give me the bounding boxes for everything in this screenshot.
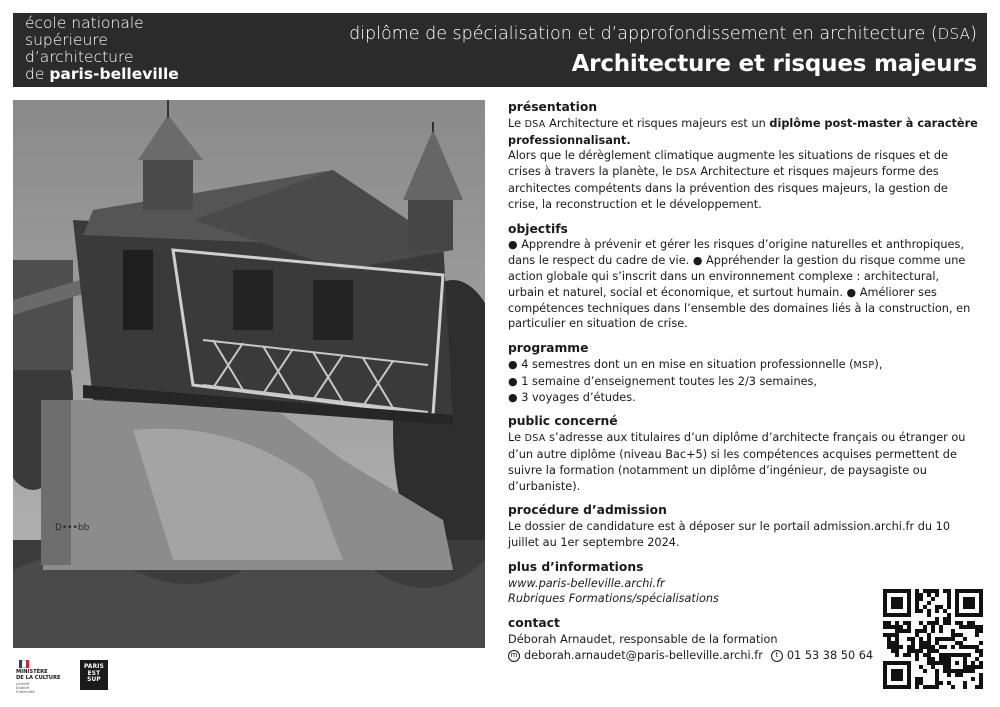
msp-abbr: MSP	[853, 359, 875, 371]
section-public	[508, 414, 978, 494]
public-paragraph	[508, 430, 978, 494]
program-subtitle	[349, 24, 977, 44]
french-flag-icon	[19, 660, 29, 668]
pes-line-3: SUP	[87, 677, 101, 684]
paris-est-sup-logo	[80, 660, 108, 690]
programme-item-2	[508, 374, 978, 390]
wall-graffiti: D•••bb	[55, 523, 90, 533]
website-path: Rubriques Formations/spécialisations	[508, 592, 719, 606]
school-name-line-1: école nationale	[25, 14, 144, 32]
presentation-p2-text-b: Architecture et risques majeurs forme des architectes compétents dans la prévention des risques majeurs, la gestion de crise, la reconstruction et le développement.	[508, 165, 948, 211]
program-title: Architecture et risques majeurs	[571, 51, 977, 77]
section-title-infos: plus d’informations	[508, 559, 644, 574]
presentation-paragraph-2	[508, 148, 978, 212]
school-name-line-3: d’architecture	[25, 48, 134, 66]
bullet-icon: ●	[508, 238, 518, 252]
presentation-paragraph-1	[508, 116, 978, 149]
section-title-public: public concerné	[508, 414, 618, 429]
dsa-abbr: DSA	[675, 167, 697, 179]
content-column	[508, 100, 978, 673]
dsa-abbr: DSA	[524, 433, 546, 445]
public-text-a: Le	[508, 431, 525, 445]
program-abbr: DSA	[937, 25, 971, 43]
contact-name: Déborah Arnaudet, responsable de la formation	[508, 632, 778, 646]
objectif-2: Appréhender la gestion du risque comme une action globale qui s’inscrit dans un environnement complexe : architectural, urbain et naturel, social et économique, et surtout humain.	[508, 254, 966, 299]
section-admission	[508, 503, 978, 550]
presentation-p1-text-b: Architecture et risques majeurs est un	[545, 116, 770, 130]
school-name	[25, 15, 179, 83]
ministry-culture-logo	[16, 660, 64, 694]
school-name-line-2: supérieure	[25, 31, 108, 49]
programme-item-1-text-b: ),	[874, 357, 883, 371]
presentation-p1-bold: diplôme post-master à caractère professionnalisant.	[508, 116, 978, 147]
program-subtitle-text-b: )	[970, 24, 977, 44]
pes-line-1: PARIS	[84, 664, 104, 670]
email-icon: m	[508, 650, 520, 662]
ministry-motto-3: Fraternité	[16, 689, 35, 695]
presentation-p2-text-a: Alors que le dérèglement climatique augmente les situations de risques et de crises à travers la planète, le	[508, 149, 948, 179]
website-link[interactable]: www.paris-belleville.archi.fr	[508, 576, 665, 590]
header-banner	[13, 13, 987, 87]
house-photo	[13, 100, 485, 648]
contact-email[interactable]: deborah.arnaudet@paris-belleville.archi.fr	[524, 648, 763, 662]
contact-phone[interactable]: 01 53 38 50 64	[786, 648, 874, 662]
section-objectifs	[508, 222, 978, 333]
bullet-icon: ●	[692, 254, 703, 268]
programme-item-1-text-a: 4 semestres dont un en mise en situation professionnelle (	[517, 357, 854, 371]
ministry-motto-2: Égalité	[16, 685, 30, 691]
section-title-admission: procédure d’admission	[508, 503, 667, 518]
section-title-contact: contact	[508, 616, 560, 631]
bullet-icon: ●	[508, 357, 518, 371]
public-text-b: s’adresse aux titulaires d’un diplôme d’architecte français ou étranger ou d’un autre diplôme (niveau Bac+5) si les compétences acquises permettent de suivre la formation (notamment un diplôme d’ingénieur, de paysagiste ou d’urbaniste).	[508, 431, 966, 493]
dsa-abbr: DSA	[524, 118, 546, 130]
programme-item-1	[508, 357, 978, 374]
programme-item-3-text: 3 voyages d’études.	[517, 390, 636, 404]
school-name-bold: paris-belleville	[49, 65, 179, 83]
bullet-icon: ●	[508, 390, 518, 404]
ministry-line-2: DE LA CULTURE	[16, 674, 61, 681]
section-presentation	[508, 100, 978, 213]
flag-stripe-red	[26, 660, 29, 668]
objectif-1: Apprendre à prévenir et gérer les risques d’origine naturelles et anthropiques, dans le respect du cadre de vie.	[508, 238, 964, 268]
section-title-programme: programme	[508, 341, 589, 356]
bullet-icon: ●	[508, 374, 518, 388]
qr-code[interactable]	[883, 589, 983, 689]
objectifs-paragraph	[508, 237, 978, 332]
admission-paragraph: Le dossier de candidature est à déposer sur le portail admission.archi.fr du 10 juillet au 1er septembre 2024.	[508, 520, 951, 549]
ministry-line-1: MINISTÈRE	[16, 669, 48, 675]
presentation-p1-text-a: Le	[508, 116, 525, 130]
programme-item-2-text: 1 semaine d’enseignement toutes les 2/3 semaines,	[517, 374, 818, 388]
school-name-line-4	[25, 66, 179, 83]
programme-item-3	[508, 390, 978, 406]
section-programme	[508, 341, 978, 405]
phone-icon: t	[771, 650, 783, 662]
section-title-presentation: présentation	[508, 100, 598, 114]
pes-line-2: EST	[87, 670, 101, 677]
ministry-motto-1: Liberté	[16, 681, 30, 687]
section-title-objectifs: objectifs	[508, 221, 568, 236]
objectif-3: Améliorer ses compétences techniques dans l’ensemble des domaines liés à la construction, en particulier en situation de crise.	[508, 285, 971, 331]
bullet-icon: ●	[846, 285, 857, 299]
school-name-prefix: de	[25, 65, 45, 83]
program-subtitle-text-a: diplôme de spécialisation et d’approfondissement en architecture (	[349, 24, 938, 44]
